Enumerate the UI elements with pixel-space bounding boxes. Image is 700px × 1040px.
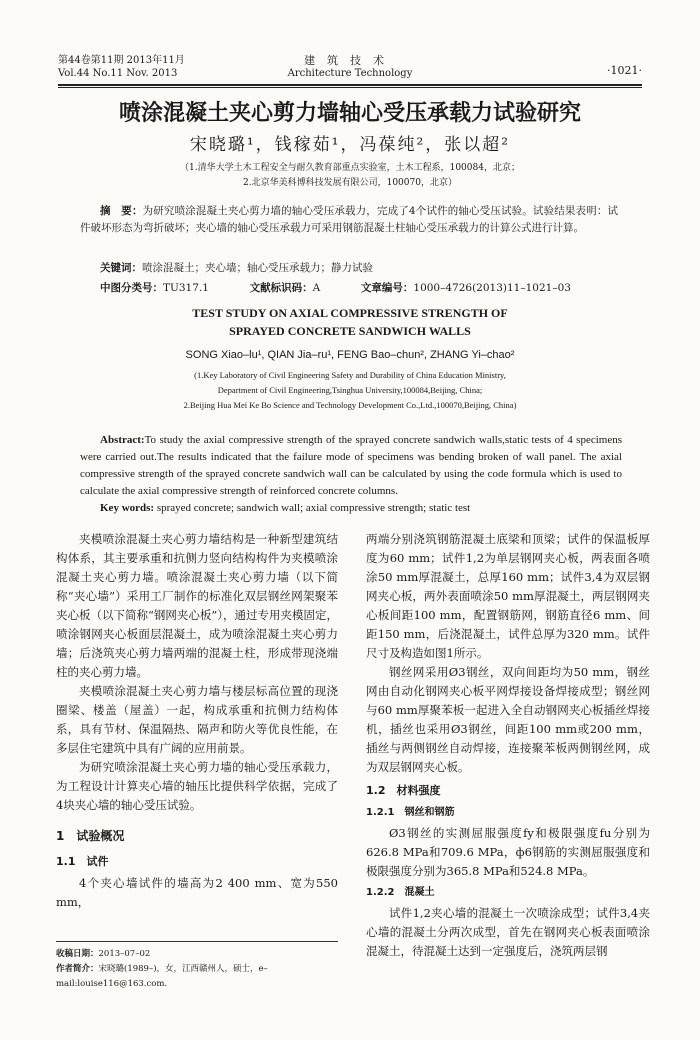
article-label: 文章编号：: [360, 282, 414, 294]
author-bio: [56, 962, 346, 992]
received-date: [56, 947, 346, 962]
class-label: 中图分类号：: [100, 282, 163, 294]
keywords-en: [100, 502, 622, 514]
header-rule: [58, 84, 642, 86]
keywords-en-text: sprayed concrete; sandwich wall; axial compressive strength; static test: [156, 502, 471, 514]
running-header: [58, 54, 642, 84]
body-column-right: [366, 530, 650, 961]
left-paragraph-1: 夹模喷涂混凝土夹心剪力墙结构是一种新型建筑结构体系，其主要承重和抗侧力竖向结构构件为夹模喷涂混凝土夹心剪力墙。喷涂混凝土夹心剪力墙（以下简称“夹心墙”）采用工厂制作的标准化双层钢丝网架聚苯夹心板（以下简称“钢网夹心板”），通过专用夹模固定，喷涂钢网夹心板面层混凝土，成为喷涂混凝土夹心剪力墙；后浇筑夹心剪力墙两端的混凝土柱，形成带现浇端柱的夹心剪力墙。: [56, 532, 339, 679]
section-heading-1: 1 试验概况: [56, 829, 125, 843]
classification-line: [100, 280, 618, 295]
footnote: [56, 947, 346, 992]
journal-cn: 建筑技术: [304, 54, 396, 67]
header-rule-thin: [58, 87, 642, 88]
left-paragraph-4: 4个夹心墙试件的墙高为2 400 mm、宽为550 mm，: [56, 876, 338, 909]
abstract-cn-label: 摘 要：: [100, 205, 143, 217]
affiliation-cn-1: （1.清华大学土木工程安全与耐久教育部重点实验室，土木工程系，100084，北京；: [180, 163, 520, 173]
doccode-label: 文献标识码：: [249, 282, 313, 294]
authors-cn: 宋晓璐¹，钱稼茹¹，冯葆纯²，张以超²: [189, 135, 511, 155]
keywords-cn-text: 喷涂混凝土；夹心墙；轴心受压承载力；静力试验: [142, 262, 373, 274]
affiliation-en-1: (1.Key Laboratory of Civil Engineering Safety and Durability of China Education Ministry,: [194, 370, 506, 380]
author-bio-label: 作者简介：: [56, 964, 99, 974]
paper-title-en-1: TEST STUDY ON AXIAL COMPRESSIVE STRENGTH OF: [192, 306, 508, 320]
article-value: 1000–4726(2013)11–1021–03: [413, 282, 571, 294]
journal-name: [58, 54, 642, 80]
received-label: 收稿日期：: [56, 949, 99, 959]
issue-cn: 第44卷第11期 2013年11月: [58, 55, 185, 66]
paper-title-en-2: SPRAYED CONCRETE SANDWICH WALLS: [229, 324, 471, 338]
affiliation-en-2: Department of Civil Engineering,Tsinghua University,100084,Beijing, China;: [217, 385, 483, 395]
abstract-cn: [80, 203, 618, 237]
section-heading-1-2: 1.2 材料强度: [366, 784, 441, 797]
abstract-en-label: Abstract:: [100, 434, 145, 446]
class-value: TU317.1: [163, 282, 209, 294]
right-paragraph-3: Ø3钢丝的实测屈服强度fy和极限强度fu分别为626.8 MPa和709.6 MPa，ф6钢筋的实测屈服强度和极限强度分别为365.8 MPa和524.8 MPa。: [366, 826, 650, 878]
keywords-en-label: Key words:: [100, 502, 155, 514]
body-column-left: [56, 530, 338, 912]
left-paragraph-3: 为研究喷涂混凝土夹心剪力墙的轴心受压承载力，为工程设计计算夹心墙的轴压比提供科学依据，完成了4块夹心墙的轴心受压试验。: [56, 760, 338, 812]
right-paragraph-4: 试件1,2夹心墙的混凝土一次喷涂成型；试件3,4夹心墙的混凝土分两次成型，首先在钢网夹心板表面喷涂混凝土，待混凝土达到一定强度后，浇筑两层钢: [366, 906, 650, 958]
left-paragraph-2: 夹模喷涂混凝土夹心剪力墙与楼层标高位置的现浇圈梁、楼盖（屋盖）一起，构成承重和抗侧力结构体系，具有节材、保温隔热、隔声和防火等优良性能，在多层住宅建筑中具有广阔的应用前景。: [56, 684, 338, 755]
right-paragraph-2: 钢丝网采用Ø3钢丝，双向间距均为50 mm，钢丝网由自动化钢网夹心板平网焊接设备焊接成型；钢丝网与60 mm厚聚苯板一起进入全自动钢网夹心板插丝焊接机，插丝也采用Ø3钢丝，间距100 mm或200 mm，插丝与两侧钢丝自动焊接，连接聚苯板两侧钢丝网，成为双层钢网夹心板。: [366, 665, 650, 774]
received-value: 2013–07–02: [98, 949, 151, 959]
paper-title-cn: 喷涂混凝土夹心剪力墙轴心受压承载力试验研究: [118, 101, 581, 126]
abstract-cn-text: 为研究喷涂混凝土夹心剪力墙的轴心受压承载力，完成了4个试件的轴心受压试验。试验结果表明：试件破坏形态为弯折破坏；夹心墙的轴心受压承载力可采用钢筋混凝土柱轴心受压承载力的计算公式进行计算。: [80, 205, 618, 234]
abstract-en-text: To study the axial compressive strength of the sprayed concrete sandwich walls,static tests of 4 specimens were carried out.The results indicated that the failure mode of specimens was bending broken of wall panel. The axial compressive strength of the sprayed concrete sandwich wall can be calculated by using the code formula which is used to calculate the axial compressive strength of reinforced concrete columns.: [80, 434, 622, 497]
abstract-en: [80, 432, 622, 500]
section-heading-1-1: 1.1 试件: [56, 855, 109, 868]
section-heading-1-2-1: 1.2.1 钢丝和钢筋: [366, 807, 455, 818]
doccode-value: A: [312, 282, 321, 294]
journal-en: Architecture Technology: [287, 68, 413, 79]
author-bio-text: 宋晓璐(1989–)，女，江西赣州人，硕士，e–mail:louise116@163.com.: [56, 964, 268, 989]
keywords-cn-label: 关键词：: [100, 262, 142, 274]
affiliation-cn-2: 2.北京华美科博科技发展有限公司，100070，北京）: [243, 178, 457, 188]
keywords-cn: [100, 260, 618, 275]
issue-en: Vol.44 No.11 Nov. 2013: [58, 68, 178, 79]
page-number: ·1021·: [607, 64, 642, 77]
authors-en: SONG Xiao–lu¹, QIAN Jia–ru¹, FENG Bao–chun², ZHANG Yi–chao²: [185, 349, 515, 361]
footnote-rule: [56, 941, 338, 942]
right-paragraph-1: 两端分别浇筑钢筋混凝土底梁和顶梁；试件的保温板厚度为60 mm；试件1,2为单层钢网夹心板，两表面各喷涂50 mm厚混凝土，总厚160 mm；试件3,4为双层钢网夹心板，两外表面喷涂50 mm厚混凝土，两层钢网夹心板间距100 mm，配置钢筋网，钢筋直径6 mm、间距150 mm，后浇混凝土，试件总厚为320 mm。试件尺寸及构造如图1所示。: [366, 532, 650, 660]
affiliation-en-3: 2.Beijing Hua Mei Ke Bo Science and Technology Development Co.,Ltd.,100070,Beijing, China): [183, 400, 517, 410]
section-heading-1-2-2: 1.2.2 混凝土: [366, 887, 435, 898]
